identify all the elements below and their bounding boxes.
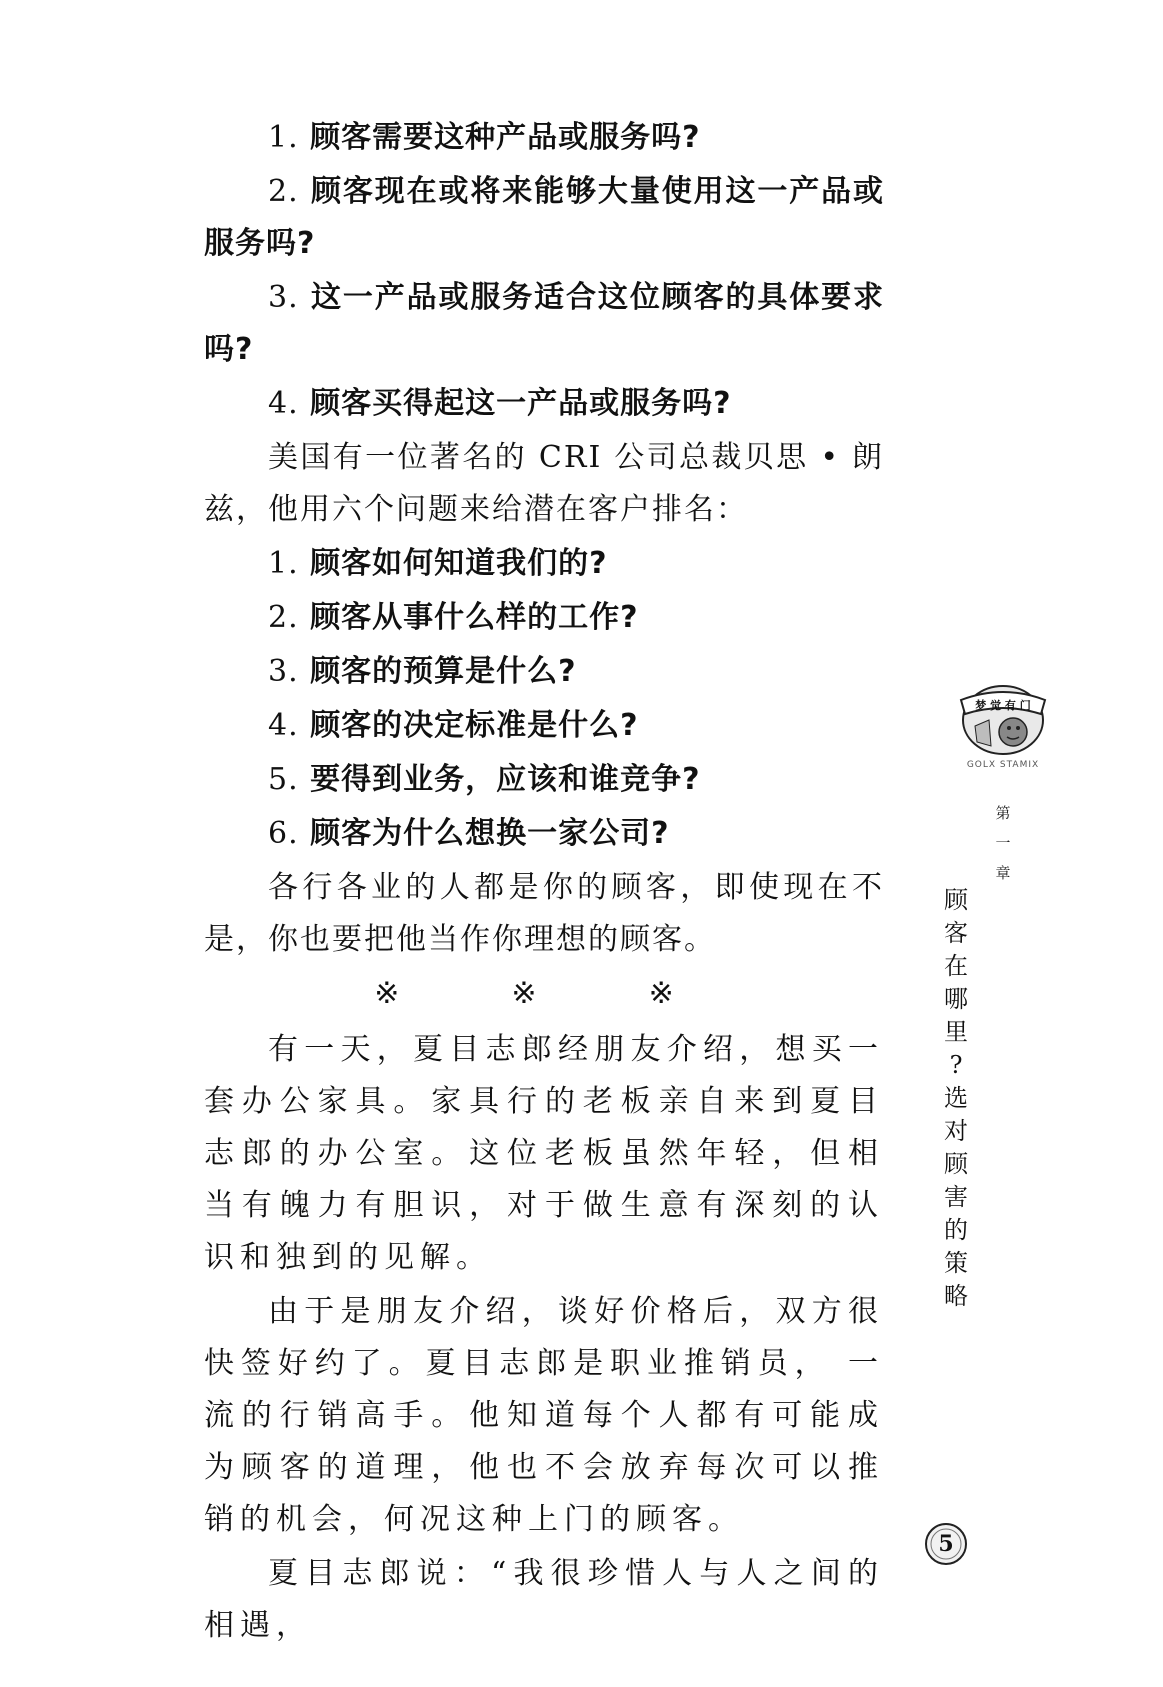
question-b-3: 3. 顾客的预算是什么? bbox=[268, 654, 577, 689]
chapter-char: 章 bbox=[995, 864, 1011, 882]
title-char: 害 bbox=[944, 1183, 968, 1211]
book-logo-icon bbox=[955, 680, 1051, 758]
title-char: 顾 bbox=[944, 886, 968, 914]
story-paragraph-3: 夏目志郎说：“我很珍惜人与人之间的相遇， bbox=[204, 1556, 884, 1643]
story-paragraph-2: 由于是朋友介绍，谈好价格后，双方很快签好约了。夏目志郎是职业推销员， 一流的行销高手。他知道每个人都有可能成为顾客的道理，他也不会放弃每次可以推销的机会，何况这种上门的顾客。 bbox=[204, 1294, 884, 1537]
question-a-1: 1. 顾客需要这种产品或服务吗? bbox=[268, 120, 701, 155]
question-a-3: 3. 这一产品或服务适合这位顾客的具体要求吗? bbox=[204, 280, 885, 367]
title-char: 客 bbox=[944, 919, 968, 947]
story-paragraph-1: 有一天，夏目志郎经朋友介绍，想买一套办公家具。家具行的老板亲自来到夏目志郎的办公室。这位老板虽然年轻，但相当有魄力有胆识，对于做生意有深刻的认识和独到的见解。 bbox=[204, 1032, 884, 1275]
separator-mark: ※ bbox=[374, 976, 400, 1011]
intro-paragraph: 美国有一位著名的 CRI 公司总裁贝思 • 朗兹，他用六个问题来给潜在客户排名： bbox=[204, 440, 884, 527]
title-char: 哪 bbox=[944, 985, 968, 1013]
separator-mark: ※ bbox=[511, 976, 537, 1011]
chapter-char: 一 bbox=[995, 834, 1011, 852]
question-a-2: 2. 顾客现在或将来能够大量使用这一产品或服务吗? bbox=[204, 174, 885, 261]
question-b-2: 2. 顾客从事什么样的工作? bbox=[268, 600, 639, 635]
question-b-1: 1. 顾客如何知道我们的? bbox=[268, 546, 608, 581]
conclusion-paragraph: 各行各业的人都是你的顾客，即使现在不是，你也要把他当作你理想的顾客。 bbox=[204, 870, 884, 957]
sidebar-emblem bbox=[955, 680, 1055, 770]
separator-mark: ※ bbox=[648, 976, 674, 1011]
chapter-char: 第 bbox=[995, 804, 1011, 822]
svg-text:梦 觉 有 门: 梦 觉 有 门 bbox=[975, 699, 1031, 712]
title-char: 选 bbox=[944, 1084, 968, 1112]
title-char: 里 bbox=[944, 1018, 968, 1046]
page-number: 5 bbox=[938, 1531, 954, 1557]
chapter-label bbox=[993, 798, 1013, 888]
section-separator bbox=[204, 968, 884, 1020]
chapter-title-vertical bbox=[940, 884, 972, 1313]
question-b-4: 4. 顾客的决定标准是什么? bbox=[268, 708, 639, 743]
question-a-4: 4. 顾客买得起这一产品或服务吗? bbox=[268, 386, 732, 421]
title-char: 对 bbox=[944, 1117, 968, 1145]
title-char: 策 bbox=[944, 1249, 968, 1277]
title-char: 在 bbox=[944, 952, 968, 980]
logo-caption: GOLX STAMIX bbox=[966, 760, 1040, 770]
title-char: 的 bbox=[944, 1216, 968, 1244]
question-b-5: 5. 要得到业务，应该和谁竞争? bbox=[268, 762, 701, 797]
title-char: 略 bbox=[944, 1282, 968, 1310]
question-b-6: 6. 顾客为什么想换一家公司? bbox=[268, 816, 670, 851]
body-text bbox=[204, 112, 884, 1654]
title-char: 顾 bbox=[944, 1150, 968, 1178]
title-char: ? bbox=[949, 1051, 963, 1079]
page-number-badge bbox=[922, 1520, 970, 1568]
